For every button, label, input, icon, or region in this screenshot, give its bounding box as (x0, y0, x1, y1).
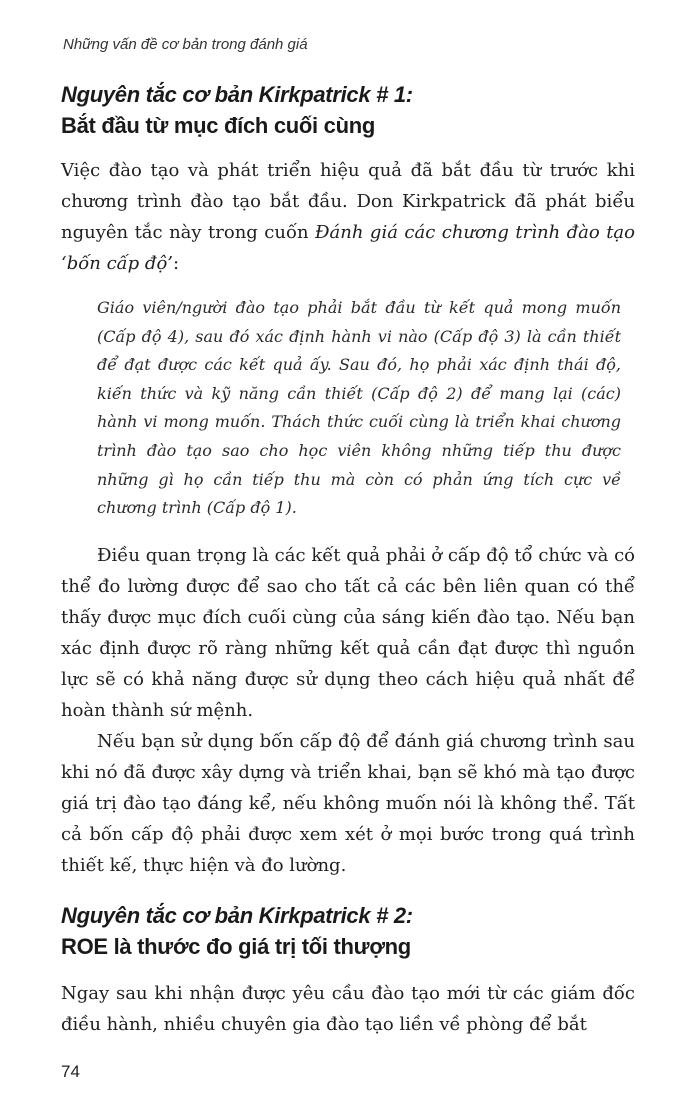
heading-line-1: Nguyên tắc cơ bản Kirkpatrick # 2: (61, 903, 413, 928)
heading-line-1: Nguyên tắc cơ bản Kirkpatrick # 1: (61, 82, 413, 107)
section-heading-principle-2 (61, 900, 413, 962)
heading-line-2: Bắt đầu từ mục đích cuối cùng (61, 113, 376, 138)
paragraph-text: Việc đào tạo và phát triển hiệu quả đã bắt đầu từ trước khi chương trình đào tạo bắt đầu. Don Kirkpatrick đã phát biểu nguyên tắc này trong cuốn (61, 160, 635, 243)
block-quote: Giáo viên/người đào tạo phải bắt đầu từ kết quả mong muốn (Cấp độ 4), sau đó xác định hành vi nào (Cấp độ 3) là cần thiết để đạt được các kết quả ấy. Sau đó, họ phải xác định thái độ, kiến thức và kỹ năng cần thiết (Cấp độ 2) để mang lại (các) hành vi mong muốn. Thách thức cuối cùng là triển khai chương trình đào tạo sao cho học viên không những tiếp thu được những gì họ cần tiếp thu mà còn có phản ứng tích cực về chương trình (Cấp độ 1). (97, 298, 621, 518)
running-head: Những vấn đề cơ bản trong đánh giá (63, 36, 308, 53)
page-number: 74 (61, 1062, 80, 1081)
paragraph-four-levels: Nếu bạn sử dụng bốn cấp độ để đánh giá chương trình sau khi nó đã được xây dựng và triển khai, bạn sẽ khó mà tạo được giá trị đào tạo đáng kể, nếu không muốn nói là không thể. Tất cả bốn cấp độ phải được xem xét ở mọi bước trong quá trình thiết kế, thực hiện và đo lường. (61, 731, 635, 876)
book-title: Đánh giá các chương trình đào tạo ‘bốn cấp độ’ (61, 222, 635, 274)
paragraph-intro (61, 155, 635, 279)
section-heading-principle-1 (61, 79, 413, 141)
paragraph-results: Điều quan trọng là các kết quả phải ở cấp độ tổ chức và có thể đo lường được để sao cho tất cả các bên liên quan có thể thấy được mục đích cuối cùng của sáng kiến đào tạo. Nếu bạn xác định được rõ ràng những kết quả cần đạt được thì nguồn lực sẽ có khả năng được sử dụng theo cách hiệu quả nhất để hoàn thành sứ mệnh. (61, 545, 635, 721)
paragraph-roe: Ngay sau khi nhận được yêu cầu đào tạo mới từ các giám đốc điều hành, nhiều chuyên gia đào tạo liền về phòng để bắt (61, 983, 635, 1035)
paragraph-end: : (173, 253, 180, 274)
heading-line-2: ROE là thước đo giá trị tối thượng (61, 934, 411, 959)
